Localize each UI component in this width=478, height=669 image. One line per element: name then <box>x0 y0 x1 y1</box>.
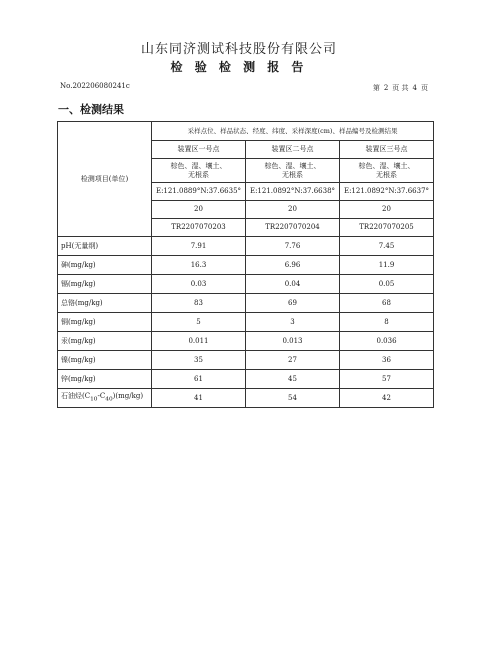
item-cell <box>58 389 152 408</box>
state-line: 无根系 <box>188 170 209 179</box>
page-suffix: 页 <box>421 84 428 92</box>
value-cell: 42 <box>340 389 434 408</box>
value-cell: 83 <box>152 294 246 313</box>
value-cell: 7.91 <box>152 237 246 256</box>
point-name-cell: 装置区二号点 <box>246 141 340 159</box>
state-line: 无根系 <box>282 170 303 179</box>
item-part: 石油烃(C <box>61 391 91 400</box>
value-cell: 8 <box>340 313 434 332</box>
table-row <box>58 256 434 275</box>
value-cell: 7.76 <box>246 237 340 256</box>
company-name: 山东同济测试科技股份有限公司 <box>140 42 337 57</box>
table-row <box>58 294 434 313</box>
sample-state-cell <box>152 159 246 183</box>
value-cell: 7.45 <box>340 237 434 256</box>
table-row <box>58 313 434 332</box>
value-cell: 16.3 <box>152 256 246 275</box>
value-cell: 0.03 <box>152 275 246 294</box>
depth-cell: 20 <box>152 201 246 219</box>
page-total: 4 <box>412 84 417 92</box>
item-cell: 镉(mg/kg) <box>58 275 152 294</box>
item-cell: pH(无量纲) <box>58 237 152 256</box>
page-current: 2 <box>383 84 389 92</box>
item-part: )(mg/kg) <box>112 391 144 400</box>
table-row <box>58 237 434 256</box>
page-prefix: 第 <box>372 84 380 92</box>
value-cell: 6.96 <box>246 256 340 275</box>
value-cell: 0.013 <box>246 332 340 351</box>
sample-id-cell: TR2207070204 <box>246 219 340 237</box>
item-cell: 砷(mg/kg) <box>58 256 152 275</box>
value-cell: 0.04 <box>246 275 340 294</box>
value-cell: 5 <box>152 313 246 332</box>
item-cell: 锌(mg/kg) <box>58 370 152 389</box>
report-number: No.202206080241c <box>60 82 130 90</box>
item-subscript: 10 <box>90 396 98 403</box>
depth-cell: 20 <box>340 201 434 219</box>
table-row <box>58 332 434 351</box>
sample-state-cell <box>246 159 340 183</box>
value-cell: 69 <box>246 294 340 313</box>
value-cell: 0.011 <box>152 332 246 351</box>
item-subscript: 40 <box>105 396 113 403</box>
table-row <box>58 370 434 389</box>
page-mid: 页 共 <box>392 84 409 92</box>
section-title: 一、检测结果 <box>58 103 124 116</box>
item-header-cell: 检测项目(单位) <box>58 122 152 237</box>
coordinates-cell: E:121.0892°N:37.6638° <box>246 183 340 201</box>
sample-id-cell: TR2207070205 <box>340 219 434 237</box>
state-line: 棕色、湿、壤土、 <box>264 161 321 170</box>
value-cell: 41 <box>152 389 246 408</box>
value-cell: 61 <box>152 370 246 389</box>
value-cell: 3 <box>246 313 340 332</box>
value-cell: 68 <box>340 294 434 313</box>
table-header-row <box>58 122 434 141</box>
report-title: 检 验 检 测 报 告 <box>170 60 308 74</box>
item-cell: 总铬(mg/kg) <box>58 294 152 313</box>
sample-id-cell: TR2207070203 <box>152 219 246 237</box>
table-row <box>58 389 434 408</box>
state-line: 棕色、湿、壤土、 <box>170 161 227 170</box>
point-name-cell: 装置区三号点 <box>340 141 434 159</box>
value-cell: 0.036 <box>340 332 434 351</box>
item-part: -C <box>97 391 106 400</box>
group-header-cell: 采样点位、样品状态、经度、纬度、采样深度(cm)、样品编号及检测结果 <box>152 122 434 141</box>
point-name-cell: 装置区一号点 <box>152 141 246 159</box>
coordinates-cell: E:121.0889°N:37.6635° <box>152 183 246 201</box>
state-line: 无根系 <box>376 170 397 179</box>
coordinates-cell: E:121.0892°N:37.6637° <box>340 183 434 201</box>
item-cell: 镍(mg/kg) <box>58 351 152 370</box>
table-row <box>58 351 434 370</box>
value-cell: 45 <box>246 370 340 389</box>
value-cell: 27 <box>246 351 340 370</box>
value-cell: 35 <box>152 351 246 370</box>
depth-cell: 20 <box>246 201 340 219</box>
state-line: 棕色、湿、壤土、 <box>358 161 415 170</box>
value-cell: 54 <box>246 389 340 408</box>
sample-state-cell <box>340 159 434 183</box>
results-table <box>57 121 434 408</box>
value-cell: 0.05 <box>340 275 434 294</box>
item-cell: 汞(mg/kg) <box>58 332 152 351</box>
table-row <box>58 275 434 294</box>
item-cell: 铜(mg/kg) <box>58 313 152 332</box>
value-cell: 11.9 <box>340 256 434 275</box>
value-cell: 36 <box>340 351 434 370</box>
value-cell: 57 <box>340 370 434 389</box>
page-indicator <box>371 83 430 93</box>
